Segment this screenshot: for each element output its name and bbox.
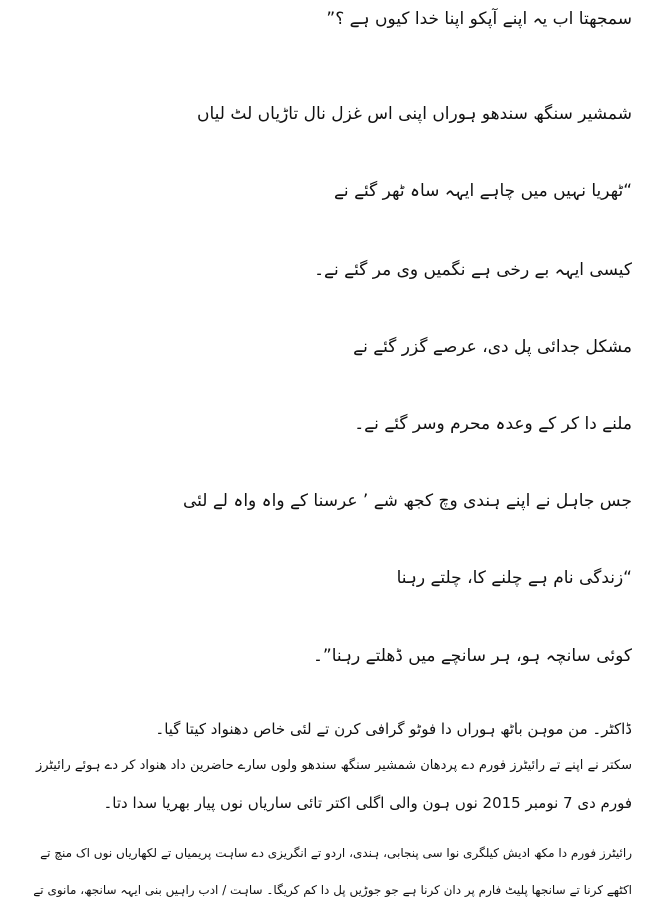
verse-line-2: شمشیر سنگھ سندھو ہوراں اپنی اس غزل نال تاڑیاں لٹ لیاں bbox=[197, 104, 632, 124]
verse-line-4: کیسی ایہہ بے رخی ہے نگمیں وی مر گئے نے۔ bbox=[314, 260, 632, 280]
paragraph-line-2: سکتر نے اپنے تے رائیٹرز فورم دے پردھان شمشیر سنگھ سندھو ولوں سارے حاضرین داد ھنواد کر دے ہوئے رائیٹرز bbox=[35, 758, 632, 773]
verse-line-1: سمجھتا اب یہ اپنے آپکو اپنا خدا کیوں ہے ؟” bbox=[326, 9, 632, 29]
verse-line-7: جس جاہل نے اپنے ہندی وچ کجھ شے ’ عرسنا کے واہ واہ لے لئی bbox=[182, 491, 632, 511]
verse-line-5: مشکل جدائی پل دی، عرصے گزر گئے نے bbox=[353, 337, 632, 357]
paragraph-line-3: فورم دی 7 نومبر 2015 نوں ہون والی اگلی اکتر تائی ساریاں نوں پیار بھریا سدا دتا۔ bbox=[103, 794, 632, 812]
paragraph-line-4: رائیٹرز فورم دا مکھ ادیش کیلگری نوا سی پنجابی، ہندی، اردو تے انگریزی دے ساہت پریمیاں تے لکھاریاں نوں اک منچ تے bbox=[40, 846, 632, 860]
verse-line-9: کوئی سانچہ ہو، ہر سانچے میں ڈھلتے رہنا”۔ bbox=[312, 646, 632, 666]
verse-line-8: “زندگی نام ہے چلنے کا، چلتے رہنا bbox=[396, 568, 632, 588]
paragraph-line-5: اکٹھے کرنا تے سانجھا پلیٹ فارم پر دان کرنا ہے جو جوڑیں پل دا کم کریگا۔ ساہت / ادب راہیں بنی ایہہ سانجھ، مانوی تے bbox=[33, 883, 632, 897]
verse-line-3: “ٹھریا نہیں میں چاہے ایہہ ساہ ٹھر گئے نے bbox=[333, 181, 632, 201]
verse-line-6: ملنے دا کر کے وعدہ محرم وسر گئے نے۔ bbox=[354, 414, 632, 434]
paragraph-line-1: ڈاکٹر۔ من موہن باٹھ ہوراں دا فوٹو گرافی کرن تے لئی خاص دھنواد کیتا گیا۔ bbox=[155, 720, 632, 738]
